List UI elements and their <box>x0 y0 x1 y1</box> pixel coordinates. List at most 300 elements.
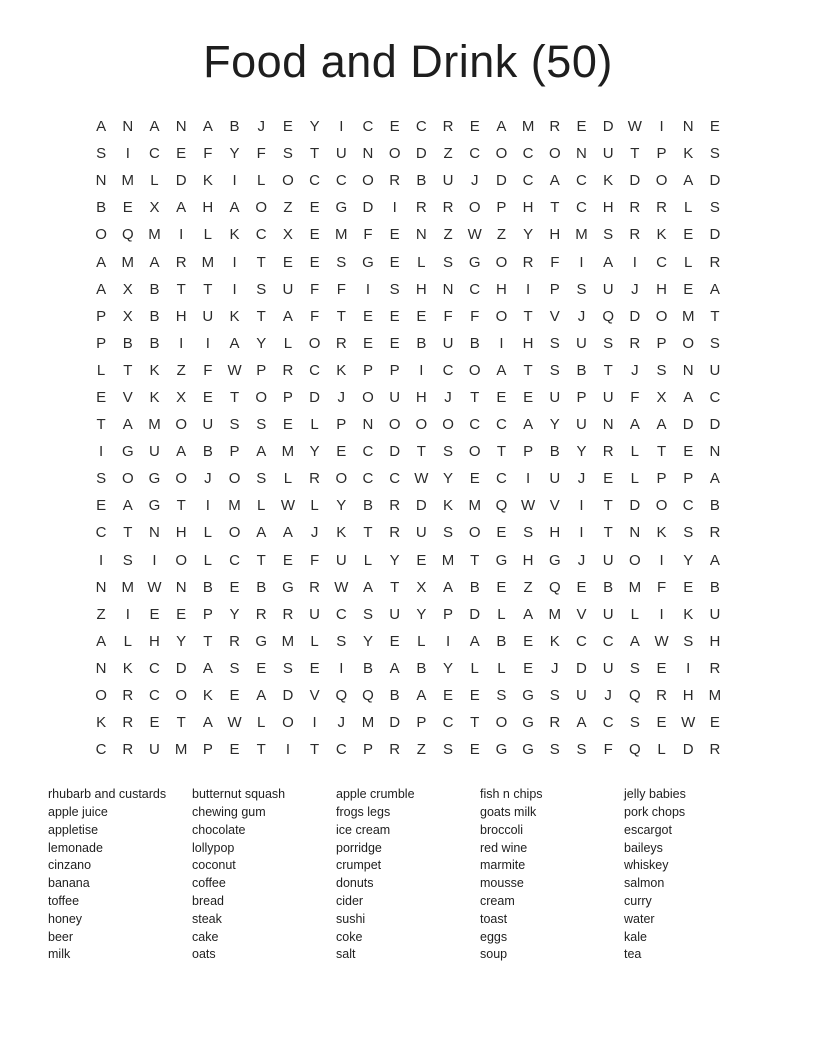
word-item: lollypop <box>192 840 235 855</box>
grid-cell: M <box>281 632 295 650</box>
grid-cell: A <box>576 714 587 732</box>
grid-cell: S <box>603 334 614 352</box>
grid-cell: T <box>363 524 373 542</box>
grid-cell: L <box>630 443 640 461</box>
grid-cell: E <box>309 199 320 217</box>
grid-cell: B <box>389 687 400 705</box>
word-item: pork chops <box>624 805 686 820</box>
grid-cell: K <box>603 172 614 190</box>
word-item: water <box>624 911 655 926</box>
grid-cell: I <box>125 605 130 623</box>
grid-cell: L <box>684 199 693 217</box>
grid-cell: T <box>256 741 266 759</box>
grid-cell: T <box>496 443 506 461</box>
grid-cell: U <box>282 280 294 298</box>
grid-cell: A <box>389 659 400 677</box>
grid-cell: E <box>122 199 133 217</box>
word-item: curry <box>624 894 652 909</box>
grid-cell: Y <box>229 605 240 623</box>
grid-cell: L <box>497 659 506 677</box>
grid-cell: E <box>256 659 267 677</box>
grid-cell: B <box>549 443 560 461</box>
grid-cell: F <box>550 253 560 271</box>
grid-cell: R <box>389 172 401 190</box>
grid-cell: A <box>523 605 534 623</box>
grid-cell: C <box>709 388 721 406</box>
grid-cell: T <box>710 307 720 325</box>
grid-cell: R <box>549 714 561 732</box>
grid-cell: U <box>602 605 614 623</box>
wordsearch-grid <box>0 113 816 763</box>
grid-cell: Z <box>523 578 533 596</box>
grid-cell: R <box>709 741 721 759</box>
grid-cell: I <box>99 443 104 461</box>
grid-cell: S <box>362 605 373 623</box>
grid-cell: U <box>576 334 587 352</box>
grid-cell: S <box>443 741 454 759</box>
grid-cell: E <box>389 118 400 136</box>
grid-cell: I <box>526 470 531 488</box>
grid-cell: K <box>229 226 240 244</box>
grid-cell: S <box>549 687 560 705</box>
grid-cell: A <box>656 416 667 434</box>
grid-cell: S <box>336 632 347 650</box>
grid-cell: N <box>629 524 641 542</box>
grid-cell: U <box>202 307 214 325</box>
word-item: soup <box>480 947 508 962</box>
grid-cell: P <box>656 470 667 488</box>
grid-cell: A <box>496 118 507 136</box>
grid-cell: J <box>551 659 559 677</box>
grid-cell: Y <box>256 334 267 352</box>
grid-cell: K <box>202 172 213 190</box>
grid-cell: O <box>495 307 508 325</box>
grid-cell: E <box>96 388 107 406</box>
grid-cell: E <box>389 307 400 325</box>
grid-cell: S <box>709 199 720 217</box>
grid-cell: B <box>469 334 480 352</box>
grid-cell: E <box>469 687 480 705</box>
grid-cell: R <box>709 659 721 677</box>
grid-cell: D <box>175 659 187 677</box>
grid-cell: N <box>442 280 454 298</box>
grid-cell: T <box>229 388 240 406</box>
grid-cell: H <box>175 524 187 542</box>
grid-cell: A <box>416 687 427 705</box>
grid-cell: E <box>176 145 187 163</box>
grid-cell: E <box>309 253 320 271</box>
grid-cell: U <box>309 605 321 623</box>
grid-cell: E <box>362 334 373 352</box>
grid-cell: J <box>337 388 346 406</box>
grid-cell: U <box>576 687 587 705</box>
grid-cell: Q <box>362 687 374 705</box>
word-item: butternut squash <box>192 787 286 802</box>
grid-cell: X <box>416 578 427 596</box>
grid-cell: H <box>549 226 561 244</box>
grid-cell: E <box>389 226 400 244</box>
grid-cell: A <box>149 253 160 271</box>
grid-cell: J <box>631 361 639 379</box>
grid-cell: B <box>362 497 373 515</box>
grid-cell: F <box>630 388 640 406</box>
grid-cell: A <box>229 199 240 217</box>
grid-cell: C <box>95 524 107 542</box>
grid-cell: Y <box>336 497 347 515</box>
grid-cell: E <box>282 118 293 136</box>
grid-cell: J <box>631 280 639 298</box>
grid-cell: E <box>336 443 347 461</box>
grid-cell: Q <box>495 497 508 515</box>
grid-cell: I <box>392 199 397 217</box>
grid-cell: W <box>467 226 482 244</box>
word-item: appletise <box>48 822 99 837</box>
word-list-column <box>48 786 192 964</box>
grid-cell: S <box>122 551 133 569</box>
grid-cell: X <box>282 226 293 244</box>
grid-cell: B <box>96 199 107 217</box>
grid-cell: J <box>310 524 319 542</box>
grid-cell: J <box>577 470 586 488</box>
grid-cell: A <box>229 334 240 352</box>
grid-cell: A <box>176 443 187 461</box>
puzzle-title: Food and Drink (50) <box>203 36 613 87</box>
grid-cell: O <box>282 714 294 732</box>
grid-cell: F <box>603 741 613 759</box>
grid-cell: B <box>416 172 427 190</box>
grid-cell: G <box>148 497 161 515</box>
word-item: cream <box>480 894 515 909</box>
grid-cell: C <box>656 253 667 271</box>
grid-cell: O <box>655 497 668 515</box>
grid-cell: S <box>549 741 560 759</box>
grid-cell: D <box>469 605 481 623</box>
grid-cell: A <box>469 632 480 650</box>
grid-cell: E <box>416 307 427 325</box>
grid-cell: R <box>549 118 561 136</box>
grid-cell: Q <box>548 578 561 596</box>
grid-cell: T <box>176 497 186 515</box>
word-item: eggs <box>480 929 508 944</box>
grid-cell: W <box>147 578 162 596</box>
grid-cell: O <box>495 145 508 163</box>
grid-cell: N <box>602 416 614 434</box>
grid-cell: S <box>229 659 240 677</box>
grid-cell: M <box>148 226 161 244</box>
grid-cell: O <box>468 443 481 461</box>
grid-cell: M <box>468 497 481 515</box>
grid-cell: R <box>389 497 401 515</box>
grid-cell: D <box>629 307 641 325</box>
grid-cell: D <box>282 687 294 705</box>
grid-cell: O <box>335 470 348 488</box>
grid-cell: U <box>149 741 160 759</box>
grid-cell: A <box>629 632 640 650</box>
grid-cell: F <box>256 145 266 163</box>
grid-cell: U <box>602 280 614 298</box>
grid-cell: H <box>415 388 427 406</box>
grid-cell: U <box>549 388 561 406</box>
grid-cell: I <box>232 172 237 190</box>
grid-cell: C <box>415 118 427 136</box>
grid-cell: H <box>549 524 561 542</box>
grid-cell: C <box>522 172 534 190</box>
grid-cell: J <box>444 388 452 406</box>
grid-cell: B <box>709 497 720 515</box>
grid-cell: D <box>682 416 694 434</box>
grid-cell: R <box>629 334 641 352</box>
grid-cell: N <box>122 118 134 136</box>
grid-cell: I <box>205 334 210 352</box>
grid-cell: R <box>122 687 134 705</box>
grid-cell: I <box>179 226 184 244</box>
grid-cell: C <box>442 361 454 379</box>
grid-cell: M <box>201 253 215 271</box>
grid-cell: W <box>627 118 642 136</box>
word-item: donuts <box>336 876 374 891</box>
word-item: marmite <box>480 858 526 873</box>
grid-cell: C <box>469 145 481 163</box>
grid-cell: O <box>175 416 187 434</box>
word-item: milk <box>48 947 71 962</box>
grid-cell: U <box>335 551 347 569</box>
grid-cell: G <box>522 741 534 759</box>
grid-cell: S <box>282 659 293 677</box>
grid-cell: I <box>526 280 531 298</box>
grid-cell: D <box>309 388 321 406</box>
grid-cell: A <box>683 172 694 190</box>
grid-cell: Z <box>96 605 106 623</box>
grid-cell: G <box>362 253 374 271</box>
grid-cell: S <box>256 416 267 434</box>
grid-cell: T <box>256 307 266 325</box>
grid-cell: R <box>389 524 401 542</box>
grid-cell: M <box>548 605 562 623</box>
grid-cell: P <box>523 443 534 461</box>
grid-cell: U <box>602 551 614 569</box>
grid-cell: Y <box>683 551 694 569</box>
grid-cell: N <box>149 524 160 542</box>
grid-cell: X <box>122 307 133 325</box>
grid-cell: S <box>443 253 454 271</box>
grid-cell: Q <box>121 226 134 244</box>
grid-cell: U <box>389 605 401 623</box>
grid-cell: S <box>683 632 694 650</box>
grid-cell: T <box>176 714 186 732</box>
grid-cell: D <box>576 659 587 677</box>
grid-cell: M <box>521 118 535 136</box>
grid-cell: X <box>176 388 187 406</box>
grid-cell: T <box>630 145 640 163</box>
grid-cell: P <box>229 443 240 461</box>
grid-cell: S <box>496 687 507 705</box>
grid-cell: B <box>416 659 427 677</box>
grid-cell: I <box>499 334 504 352</box>
grid-cell: E <box>656 714 667 732</box>
grid-cell: A <box>176 199 187 217</box>
grid-cell: W <box>414 470 429 488</box>
word-item: steak <box>192 911 222 926</box>
grid-cell: J <box>470 172 479 190</box>
grid-cell: Q <box>629 687 641 705</box>
grid-cell: N <box>95 172 107 190</box>
grid-cell: N <box>709 443 721 461</box>
grid-cell: M <box>121 578 135 596</box>
grid-cell: B <box>709 578 720 596</box>
grid-cell: F <box>363 226 373 244</box>
grid-cell: O <box>95 687 107 705</box>
grid-cell: I <box>125 145 130 163</box>
grid-cell: C <box>362 470 374 488</box>
grid-cell: H <box>175 307 187 325</box>
grid-cell: E <box>309 226 320 244</box>
grid-cell: S <box>709 145 720 163</box>
grid-cell: S <box>336 253 347 271</box>
grid-cell: K <box>683 145 694 163</box>
grid-cell: T <box>123 361 133 379</box>
grid-cell: O <box>655 172 668 190</box>
grid-cell: K <box>683 605 694 623</box>
grid-cell: L <box>417 632 426 650</box>
grid-cell: C <box>469 280 481 298</box>
grid-cell: N <box>175 118 187 136</box>
grid-cell: P <box>496 199 507 217</box>
grid-cell: U <box>415 524 427 542</box>
grid-cell: L <box>123 632 132 650</box>
grid-cell: M <box>575 226 588 244</box>
grid-cell: S <box>629 659 640 677</box>
grid-cell: E <box>603 470 614 488</box>
grid-cell: B <box>362 659 373 677</box>
grid-cell: T <box>470 388 480 406</box>
grid-cell: O <box>95 226 107 244</box>
word-item: salt <box>336 947 356 962</box>
grid-cell: E <box>683 443 694 461</box>
grid-cell: C <box>602 714 614 732</box>
grid-cell: R <box>389 741 401 759</box>
grid-cell: A <box>202 118 213 136</box>
grid-cell: H <box>682 687 694 705</box>
grid-cell: E <box>389 334 400 352</box>
grid-cell: A <box>96 253 107 271</box>
grid-cell: S <box>549 334 560 352</box>
grid-cell: T <box>310 741 320 759</box>
grid-cell: D <box>415 497 427 515</box>
grid-cell: O <box>255 199 268 217</box>
grid-cell: A <box>96 280 107 298</box>
grid-cell: R <box>122 741 134 759</box>
grid-cell: F <box>203 145 213 163</box>
grid-cell: B <box>202 578 213 596</box>
grid-cell: E <box>496 524 507 542</box>
grid-cell: E <box>229 578 240 596</box>
grid-cell: C <box>602 632 614 650</box>
grid-cell: Y <box>389 551 400 569</box>
grid-cell: H <box>149 632 160 650</box>
word-item: red wine <box>480 840 528 855</box>
grid-cell: G <box>255 632 268 650</box>
grid-cell: F <box>203 361 213 379</box>
grid-cell: T <box>336 307 346 325</box>
grid-cell: T <box>523 307 533 325</box>
grid-cell: E <box>523 388 534 406</box>
grid-cell: K <box>336 524 347 542</box>
grid-cell: E <box>709 118 720 136</box>
grid-cell: C <box>442 714 454 732</box>
word-item: apple juice <box>48 805 108 820</box>
grid-cell: T <box>256 551 266 569</box>
word-item: cider <box>336 894 364 909</box>
grid-cell: T <box>656 443 667 461</box>
grid-cell: O <box>682 334 695 352</box>
grid-cell: A <box>256 524 267 542</box>
grid-cell: D <box>495 172 507 190</box>
grid-cell: Y <box>576 443 587 461</box>
grid-cell: G <box>468 253 481 271</box>
word-item: coconut <box>192 858 236 873</box>
grid-cell: Y <box>416 605 427 623</box>
grid-cell: I <box>579 524 584 542</box>
grid-cell: O <box>468 524 481 542</box>
grid-cell: V <box>122 388 133 406</box>
grid-cell: O <box>175 551 187 569</box>
grid-cell: A <box>549 172 560 190</box>
grid-cell: O <box>495 253 508 271</box>
grid-cell: A <box>443 578 454 596</box>
grid-cell: E <box>309 659 320 677</box>
word-item: beer <box>48 929 74 944</box>
grid-cell: I <box>339 118 344 136</box>
grid-cell: I <box>99 551 104 569</box>
grid-cell: S <box>256 470 267 488</box>
grid-cell: B <box>469 578 480 596</box>
grid-cell: L <box>203 524 213 542</box>
grid-cell: L <box>470 659 479 677</box>
grid-cell: J <box>204 470 212 488</box>
grid-cell: H <box>602 199 614 217</box>
word-item: goats milk <box>480 805 537 820</box>
grid-cell: K <box>96 714 107 732</box>
grid-cell: R <box>282 605 294 623</box>
grid-cell: B <box>576 361 587 379</box>
grid-cell: T <box>470 714 480 732</box>
grid-cell: R <box>709 253 721 271</box>
grid-cell: R <box>442 118 454 136</box>
grid-cell: B <box>229 118 240 136</box>
grid-cell: U <box>602 145 614 163</box>
grid-cell: T <box>550 199 560 217</box>
grid-cell: F <box>336 280 346 298</box>
grid-cell: N <box>95 578 107 596</box>
grid-cell: Y <box>443 470 454 488</box>
grid-cell: R <box>709 524 721 542</box>
grid-cell: N <box>682 361 694 379</box>
word-list-column <box>480 786 624 964</box>
grid-cell: F <box>310 280 320 298</box>
grid-cell: L <box>283 334 293 352</box>
grid-cell: E <box>96 497 107 515</box>
grid-cell: P <box>336 416 347 434</box>
word-item: chocolate <box>192 822 246 837</box>
grid-cell: A <box>603 253 614 271</box>
grid-cell: Q <box>602 307 614 325</box>
grid-cell: L <box>257 714 266 732</box>
grid-cell: Z <box>176 361 186 379</box>
grid-cell: F <box>470 307 480 325</box>
grid-cell: H <box>522 334 534 352</box>
grid-cell: E <box>683 578 694 596</box>
grid-cell: R <box>656 199 667 217</box>
